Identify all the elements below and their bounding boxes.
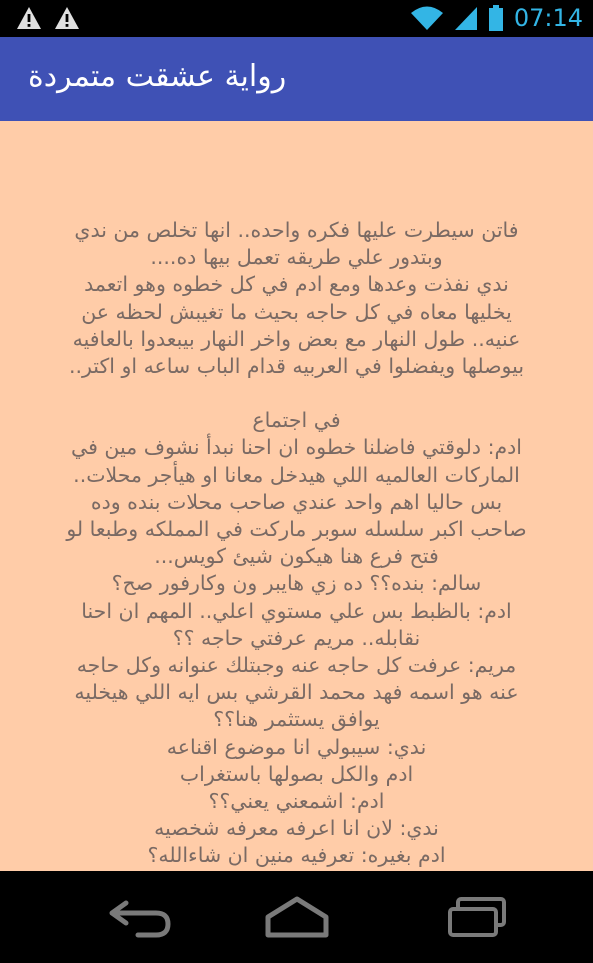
- story-line: يخليها معاه في كل حاجه بحيث ما تغيبش لحظه عن: [81, 299, 512, 324]
- story-line: فاتن سيطرت عليها فكره واحده.. انها تخلص من ندي: [74, 218, 519, 242]
- signal-icon: [454, 5, 478, 31]
- story-line: ادم: بالظبط بس علي مستوي اعلي.. المهم ان احنا: [81, 598, 512, 623]
- story-line: بيوصلها ويفضلوا في العربيه قدام الباب ساعه او اكتر..: [68, 354, 525, 379]
- wifi-icon: [410, 5, 444, 31]
- story-line: ندي: لان انا اعرفه معرفه شخصيه: [154, 816, 439, 841]
- paragraph-gap: [22, 380, 571, 407]
- status-clock: 07:14: [513, 4, 583, 32]
- notification-icons: [16, 6, 80, 30]
- system-status: [410, 4, 583, 32]
- recent-apps-icon[interactable]: [442, 895, 512, 939]
- story-line: ادم: اشمعني يعني؟؟: [208, 789, 385, 814]
- story-line: مريم: عرفت كل حاجه عنه وجبتلك عنوانه وكل حاجه: [76, 653, 517, 678]
- warning-icon: [16, 6, 42, 30]
- story-line: عنه هو اسمه فهد محمد القرشي بس ايه اللي هيخليه: [74, 680, 519, 705]
- story-line: سالم: بنده؟؟ ده زي هايبر ون وكارفور صح؟: [111, 571, 482, 596]
- story-line: ادم: دلوقتي فاضلنا خطوه ان احنا نبدأ نشوف مين في: [71, 435, 522, 460]
- story-line: ندي: سيبولي انا موضوع اقناعه: [166, 734, 427, 759]
- story-line: يوافق يستثمر هنا؟؟: [213, 707, 380, 732]
- navigation-bar: [0, 871, 593, 963]
- story-line: عنيه.. طول النهار مع بعض واخر النهار بيبعدوا بالعافيه: [72, 326, 521, 351]
- story-line: وبتدور علي طريقه تعمل بيها ده....: [150, 245, 443, 270]
- story-line: ادم بغيره: تعرفيه منين ان شاءالله؟: [147, 843, 446, 868]
- story-line: ادم والكل بصولها باستغراب: [179, 761, 414, 786]
- battery-icon: [488, 4, 504, 32]
- story-line: في اجتماع: [252, 408, 341, 433]
- app-bar: [0, 37, 593, 121]
- status-bar: [0, 0, 593, 37]
- back-icon[interactable]: [104, 895, 174, 939]
- story-line: بس حاليا اهم واحد عندي صاحب محلات بنده وده: [90, 489, 503, 514]
- story-text: [22, 217, 571, 870]
- story-line: الماركات العالميه اللي هيدخل معانا او هيأجر محلات..: [73, 462, 520, 487]
- warning-icon: [54, 6, 80, 30]
- story-line: صاحب اكبر سلسله سوبر ماركت في المملكه وطبعا لو: [66, 517, 527, 542]
- page-title: رواية عشقت متمردة: [28, 59, 287, 94]
- story-line: فتح فرع هنا هيكون شيئ كويس...: [154, 544, 439, 569]
- home-icon[interactable]: [262, 895, 332, 939]
- story-line: ندي نفذت وعدها ومع ادم في كل خطوه وهو اتعمد: [84, 272, 509, 297]
- story-content[interactable]: [0, 121, 593, 871]
- story-line: نقابله.. مريم عرفتي حاجه ؟؟: [172, 625, 421, 650]
